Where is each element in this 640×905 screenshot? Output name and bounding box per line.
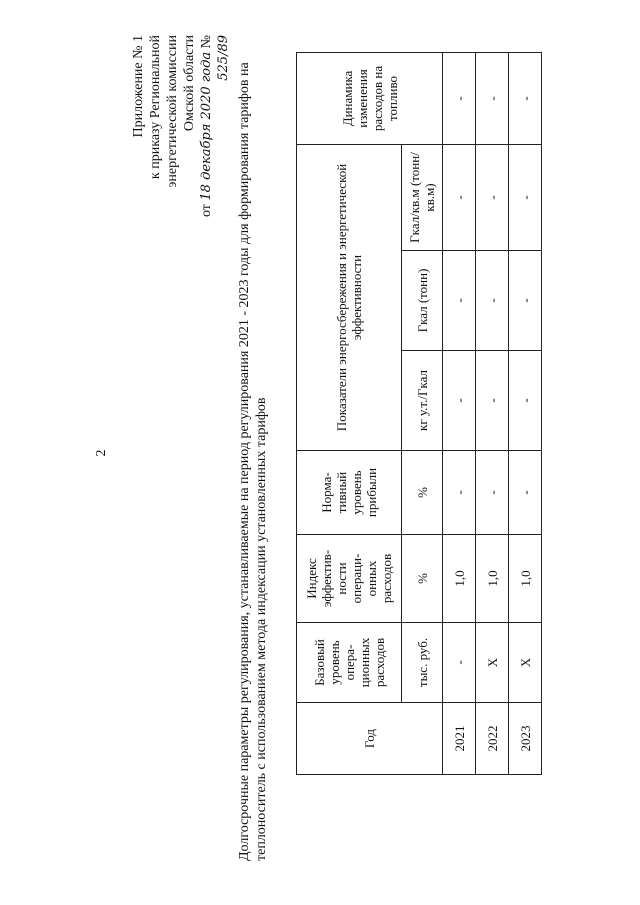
- cell-ind1: -: [509, 351, 542, 451]
- number-prefix: №: [199, 35, 214, 49]
- cell-ind2: -: [476, 251, 509, 351]
- cell-ind1: -: [476, 351, 509, 451]
- cell-fuel: -: [476, 52, 509, 144]
- cell-fuel: -: [443, 52, 476, 144]
- header-normative-profit: Норма-тивный уровень прибыли: [297, 451, 402, 535]
- unit-indicator-3: Гкал/кв.м (тонн/кв.м): [402, 144, 443, 250]
- cell-ind2: -: [509, 251, 542, 351]
- table-row: [443, 52, 476, 774]
- header-indicators: Показатели энергосбережения и энергетической эффективности: [297, 144, 402, 450]
- unit-base-level: тыс. руб.: [402, 623, 443, 703]
- cell-year: 2021: [443, 703, 476, 775]
- appendix-block: [130, 35, 232, 265]
- header-fuel-dynamics: Динамика изменения расходов на топливо: [297, 52, 443, 144]
- cell-year: 2023: [509, 703, 542, 775]
- unit-efficiency-index: %: [402, 535, 443, 623]
- cell-base: Х: [509, 623, 542, 703]
- document-heading: Долгосрочные параметры регулирования, устанавливаемые на период регулирования 2021 - 2023 годы для формирования тарифов на теплоноситель с использованием метода индексации установленных тарифов: [237, 62, 269, 861]
- cell-base: -: [443, 623, 476, 703]
- cell-ind1: -: [443, 351, 476, 451]
- table-header-row: [297, 52, 402, 774]
- header-base-level: Базовый уровень опера-ционных расходов: [297, 623, 402, 703]
- appendix-title: Приложение № 1: [131, 35, 146, 138]
- cell-index: 1,0: [476, 535, 509, 623]
- table-row: [509, 52, 542, 774]
- cell-profit: -: [443, 451, 476, 535]
- handwritten-date: 18 декабря 2020 года: [199, 51, 214, 201]
- unit-normative-profit: %: [402, 451, 443, 535]
- cell-ind2: -: [443, 251, 476, 351]
- cell-base: Х: [476, 623, 509, 703]
- header-efficiency-index: Индекс эффектив-ности операци-онных расходов: [297, 535, 402, 623]
- unit-indicator-2: Гкал (тонн): [402, 251, 443, 351]
- cell-index: 1,0: [509, 535, 542, 623]
- cell-ind3: -: [443, 144, 476, 250]
- handwritten-number: 525/89: [216, 35, 231, 81]
- header-year: Год: [297, 703, 443, 775]
- appendix-order-line: к приказу Региональной: [148, 35, 163, 180]
- cell-ind3: -: [476, 144, 509, 250]
- appendix-date-line: [198, 35, 232, 265]
- date-prefix: от: [199, 204, 214, 218]
- cell-profit: -: [476, 451, 509, 535]
- cell-ind3: -: [509, 144, 542, 250]
- appendix-commission-line: энергетической комиссии: [165, 35, 180, 188]
- table-row: [476, 52, 509, 774]
- cell-profit: -: [509, 451, 542, 535]
- page-number: 2: [94, 449, 109, 457]
- cell-fuel: -: [509, 52, 542, 144]
- cell-index: 1,0: [443, 535, 476, 623]
- cell-year: 2022: [476, 703, 509, 775]
- parameters-table: [296, 52, 542, 775]
- table-units-row: [402, 52, 443, 774]
- appendix-region-line: Омской области: [182, 35, 197, 132]
- unit-indicator-1: кг у.т./Гкал: [402, 351, 443, 451]
